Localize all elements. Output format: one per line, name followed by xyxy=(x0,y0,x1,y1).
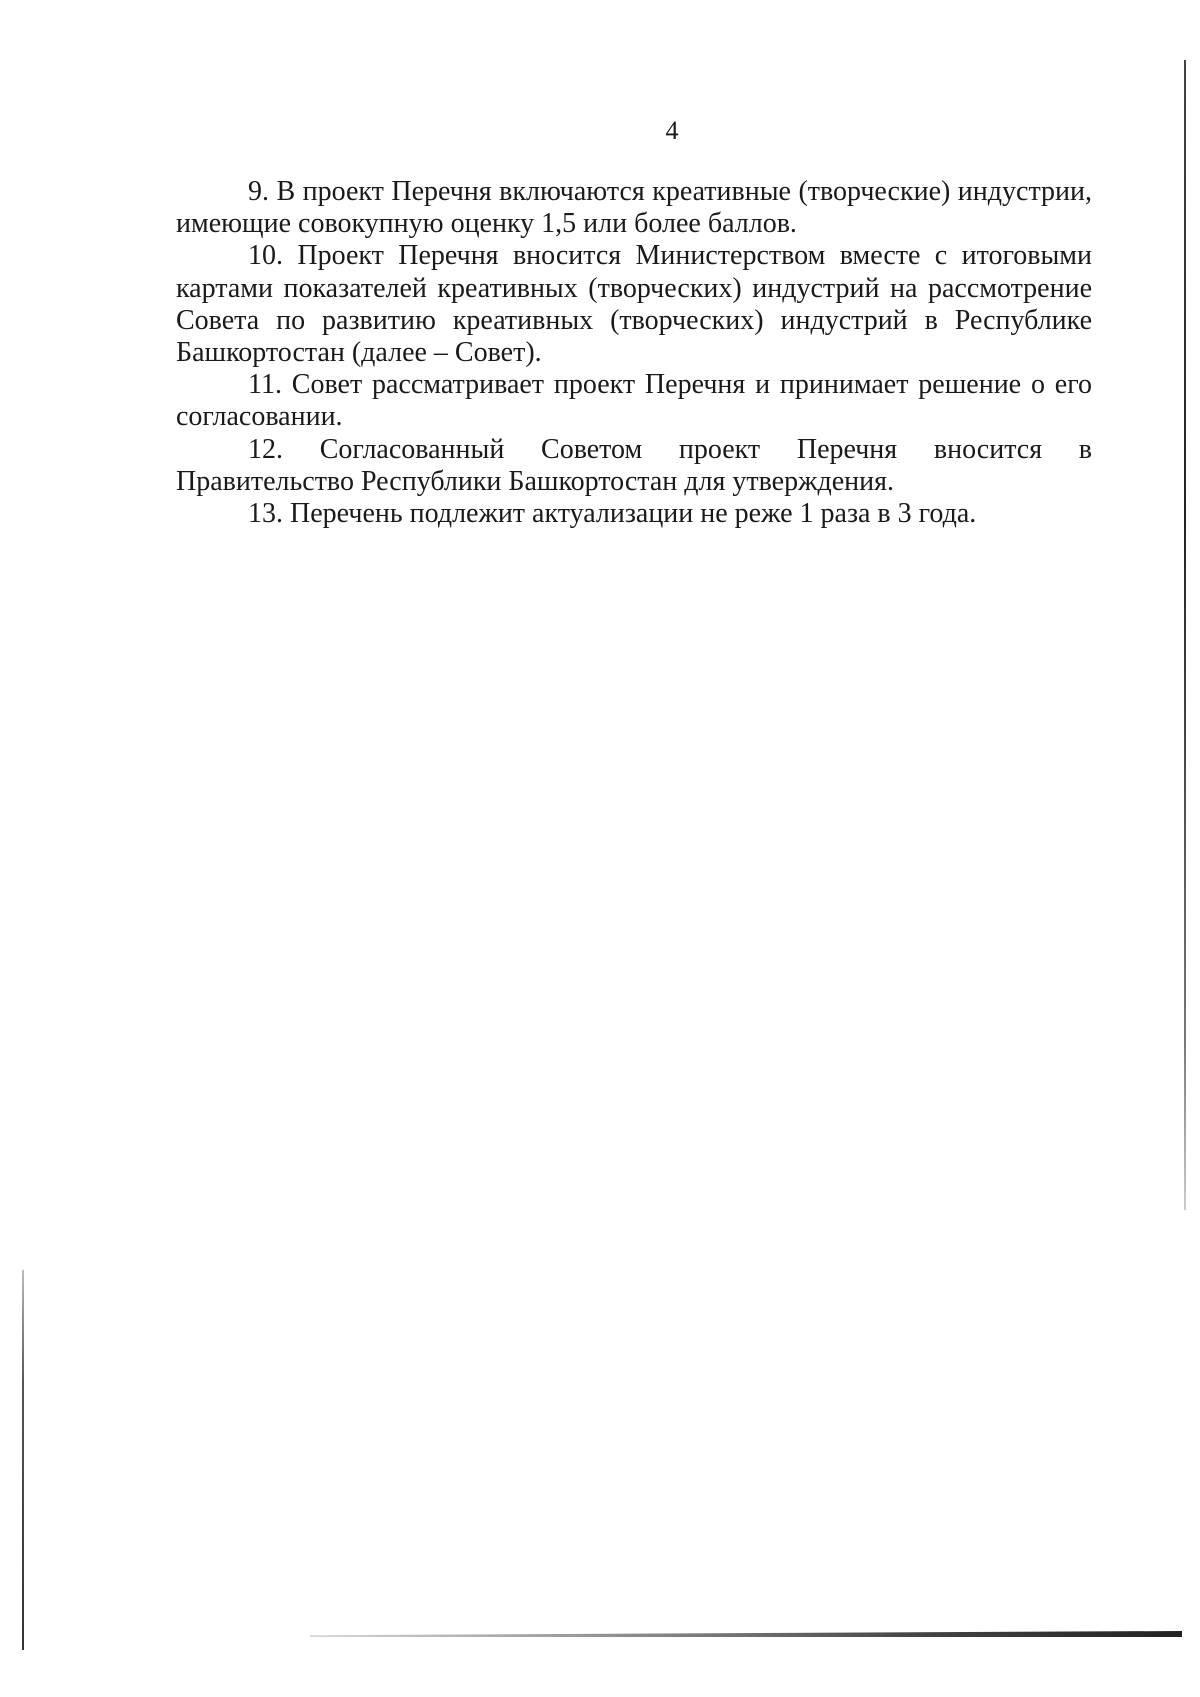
scan-edge-bottom xyxy=(310,1631,1182,1637)
document-body xyxy=(176,176,1092,530)
paragraph-9: 9. В проект Перечня включаются креативные (творческие) индустрии, имеющие совокупную оценку 1,5 или более баллов. xyxy=(176,176,1092,240)
scan-edge-right xyxy=(1184,60,1186,1210)
paragraph-12: 12. Согласованный Советом проект Перечня вносится в Правительство Республики Башкортостан для утверждения. xyxy=(176,433,1092,497)
scan-edge-left xyxy=(22,1270,24,1650)
paragraph-10: 10. Проект Перечня вносится Министерством вместе с итоговыми картами показателей креативных (творческих) индустрий на рассмотрение Совета по развитию креативных (творческих) индустрий в Республике Башкортостан (далее – Совет). xyxy=(176,240,1092,369)
paragraph-11: 11. Совет рассматривает проект Перечня и принимает решение о его согласовании. xyxy=(176,369,1092,433)
paragraph-13: 13. Перечень подлежит актуализации не реже 1 раза в 3 года. xyxy=(248,498,977,530)
page-number: 4 xyxy=(665,116,679,145)
